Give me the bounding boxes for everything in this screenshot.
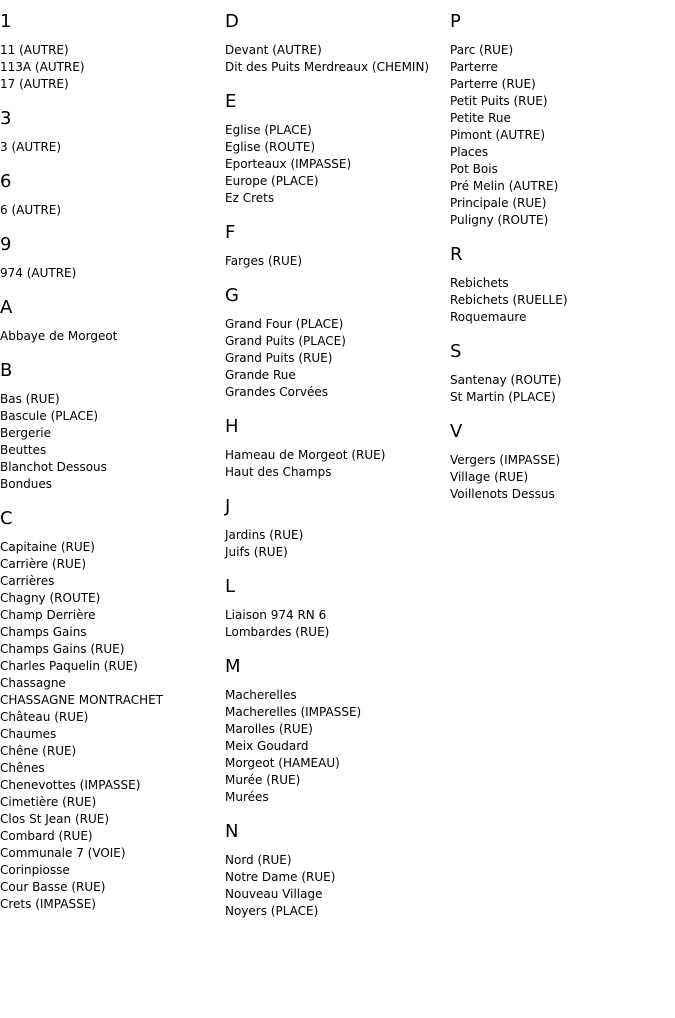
street-link[interactable]: Chagny (ROUTE)	[0, 591, 101, 605]
street-list	[225, 447, 450, 481]
letter-group	[450, 342, 675, 406]
letter-group	[0, 12, 225, 93]
street-link[interactable]: Abbaye de Morgeot	[0, 329, 118, 343]
street-link[interactable]: Meix Goudard	[225, 739, 309, 753]
street-list	[225, 527, 450, 561]
street-list	[225, 687, 450, 806]
letter-group	[225, 286, 450, 401]
street-link[interactable]: Macherelles	[225, 688, 297, 702]
street-link[interactable]: Charles Paquelin (RUE)	[0, 659, 138, 673]
street-link[interactable]: Grand Four (PLACE)	[225, 317, 344, 331]
letter-heading: G	[225, 285, 239, 306]
letter-group	[225, 822, 450, 920]
street-link[interactable]: Marolles (RUE)	[225, 722, 313, 736]
street-link[interactable]: Ez Crets	[225, 191, 275, 205]
street-link[interactable]: 11 (AUTRE)	[0, 43, 69, 57]
street-list	[0, 539, 225, 913]
street-link[interactable]: Jardins (RUE)	[225, 528, 304, 542]
street-link[interactable]: Corinpiosse	[0, 863, 70, 877]
street-link[interactable]: Roquemaure	[450, 310, 527, 324]
letter-heading: 1	[0, 11, 12, 32]
street-link[interactable]: Parterre	[450, 60, 498, 74]
street-link[interactable]: Eglise (ROUTE)	[225, 140, 316, 154]
street-link[interactable]: Parterre (RUE)	[450, 77, 536, 91]
letter-group	[450, 422, 675, 503]
street-link[interactable]: 3 (AUTRE)	[0, 140, 62, 154]
street-list	[0, 139, 225, 156]
street-link[interactable]: Petit Puits (RUE)	[450, 94, 548, 108]
street-link[interactable]: 17 (AUTRE)	[0, 77, 69, 91]
street-link[interactable]: Eporteaux (IMPASSE)	[225, 157, 352, 171]
street-link[interactable]: Voillenots Dessus	[450, 487, 555, 501]
street-link[interactable]: Cimetière (RUE)	[0, 795, 97, 809]
street-list	[225, 122, 450, 207]
street-link[interactable]: CHASSAGNE MONTRACHET	[0, 693, 164, 707]
letter-heading: C	[0, 508, 13, 529]
street-link[interactable]: Bondues	[0, 477, 53, 491]
street-link[interactable]: Eglise (PLACE)	[225, 123, 312, 137]
street-list	[0, 328, 225, 345]
street-link[interactable]: Puligny (ROUTE)	[450, 213, 549, 227]
street-link[interactable]: Champs Gains	[0, 625, 87, 639]
letter-group	[0, 509, 225, 913]
street-link[interactable]: Principale (RUE)	[450, 196, 547, 210]
street-link[interactable]: Capitaine (RUE)	[0, 540, 95, 554]
street-link[interactable]: Europe (PLACE)	[225, 174, 319, 188]
street-link[interactable]: St Martin (PLACE)	[450, 390, 556, 404]
letter-heading: L	[225, 576, 236, 597]
street-list	[450, 372, 675, 406]
street-link[interactable]: Bergerie	[0, 426, 51, 440]
letter-heading: R	[450, 244, 463, 265]
letter-group	[0, 109, 225, 156]
street-list	[0, 42, 225, 93]
street-link[interactable]: Grand Puits (PLACE)	[225, 334, 346, 348]
letter-heading: N	[225, 821, 239, 842]
letter-group	[225, 12, 450, 76]
street-link[interactable]: Pot Bois	[450, 162, 498, 176]
street-link[interactable]: Juifs (RUE)	[225, 545, 288, 559]
street-link[interactable]: Champ Derrière	[0, 608, 96, 622]
letter-heading: H	[225, 416, 239, 437]
street-link[interactable]: Macherelles (IMPASSE)	[225, 705, 362, 719]
street-link[interactable]: Carrières	[0, 574, 55, 588]
letter-group	[0, 235, 225, 282]
street-list	[450, 42, 675, 229]
letter-group	[225, 223, 450, 270]
street-link[interactable]: Communale 7 (VOIE)	[0, 846, 126, 860]
street-link[interactable]: Dit des Puits Merdreaux (CHEMIN)	[225, 60, 430, 74]
street-link[interactable]: Rebichets (RUELLE)	[450, 293, 568, 307]
street-link[interactable]: Grande Rue	[225, 368, 296, 382]
street-link[interactable]: Petite Rue	[450, 111, 511, 125]
letter-heading: B	[0, 360, 13, 381]
letter-heading: S	[450, 341, 462, 362]
street-link[interactable]: Village (RUE)	[450, 470, 529, 484]
street-link[interactable]: Lombardes (RUE)	[225, 625, 330, 639]
letter-group	[225, 417, 450, 481]
letter-group	[450, 245, 675, 326]
street-link[interactable]: Carrière (RUE)	[0, 557, 87, 571]
letter-heading: A	[0, 297, 13, 318]
index-column-3	[450, 0, 675, 519]
street-list	[225, 852, 450, 920]
street-link[interactable]: Rebichets	[450, 276, 509, 290]
letter-group	[225, 497, 450, 561]
street-link[interactable]: Chaumes	[0, 727, 57, 741]
street-link[interactable]: Crets (IMPASSE)	[0, 897, 96, 911]
street-link[interactable]: Murée (RUE)	[225, 773, 301, 787]
letter-heading: M	[225, 656, 241, 677]
index-column-1	[0, 0, 225, 929]
letter-heading: V	[450, 421, 463, 442]
street-link[interactable]: Nouveau Village	[225, 887, 323, 901]
street-list	[0, 202, 225, 219]
street-list	[450, 275, 675, 326]
street-list	[225, 316, 450, 401]
street-link[interactable]: Clos St Jean (RUE)	[0, 812, 110, 826]
street-link[interactable]: Farges (RUE)	[225, 254, 303, 268]
street-link[interactable]: 6 (AUTRE)	[0, 203, 62, 217]
letter-heading: D	[225, 11, 239, 32]
street-list	[225, 607, 450, 641]
street-link[interactable]: Pré Melin (AUTRE)	[450, 179, 559, 193]
letter-heading: P	[450, 11, 461, 32]
street-link[interactable]: Bas (RUE)	[0, 392, 60, 406]
street-link[interactable]: Chênes	[0, 761, 45, 775]
street-link[interactable]: Grand Puits (RUE)	[225, 351, 333, 365]
street-link[interactable]: Santenay (ROUTE)	[450, 373, 562, 387]
letter-group	[225, 657, 450, 806]
street-link[interactable]: Hameau de Morgeot (RUE)	[225, 448, 386, 462]
letter-group	[0, 361, 225, 493]
street-link[interactable]: Noyers (PLACE)	[225, 904, 319, 918]
street-link[interactable]: Combard (RUE)	[0, 829, 93, 843]
street-link[interactable]: Devant (AUTRE)	[225, 43, 322, 57]
street-link[interactable]: Grandes Corvées	[225, 385, 329, 399]
street-link[interactable]: Morgeot (HAMEAU)	[225, 756, 340, 770]
street-link[interactable]: Cour Basse (RUE)	[0, 880, 106, 894]
street-link[interactable]: Vergers (IMPASSE)	[450, 453, 561, 467]
index-column-2	[225, 0, 450, 936]
street-link[interactable]: Champs Gains (RUE)	[0, 642, 125, 656]
letter-heading: E	[225, 91, 237, 112]
street-list	[225, 42, 450, 76]
street-link[interactable]: Blanchot Dessous	[0, 460, 107, 474]
street-link[interactable]: 974 (AUTRE)	[0, 266, 77, 280]
letter-heading: J	[225, 496, 231, 517]
street-list	[0, 391, 225, 493]
street-link[interactable]: 113A (AUTRE)	[0, 60, 85, 74]
street-link[interactable]: Bascule (PLACE)	[0, 409, 99, 423]
street-list	[450, 452, 675, 503]
letter-group	[225, 577, 450, 641]
street-link[interactable]: Notre Dame (RUE)	[225, 870, 336, 884]
street-list	[0, 265, 225, 282]
street-list	[225, 253, 450, 270]
street-link[interactable]: Chassagne	[0, 676, 66, 690]
letter-heading: 3	[0, 108, 12, 129]
street-link[interactable]: Beuttes	[0, 443, 47, 457]
street-link[interactable]: Pimont (AUTRE)	[450, 128, 546, 142]
street-link[interactable]: Nord (RUE)	[225, 853, 292, 867]
street-link[interactable]: Parc (RUE)	[450, 43, 514, 57]
street-link[interactable]: Murées	[225, 790, 269, 804]
letter-group	[0, 298, 225, 345]
letter-heading: F	[225, 222, 236, 243]
street-link[interactable]: Château (RUE)	[0, 710, 89, 724]
letter-heading: 9	[0, 234, 12, 255]
street-link[interactable]: Chêne (RUE)	[0, 744, 77, 758]
street-link[interactable]: Chenevottes (IMPASSE)	[0, 778, 141, 792]
letter-group	[450, 12, 675, 229]
letter-group	[225, 92, 450, 207]
letter-group	[0, 172, 225, 219]
letter-heading: 6	[0, 171, 12, 192]
street-link[interactable]: Liaison 974 RN 6	[225, 608, 327, 622]
street-link[interactable]: Places	[450, 145, 489, 159]
street-link[interactable]: Haut des Champs	[225, 465, 332, 479]
